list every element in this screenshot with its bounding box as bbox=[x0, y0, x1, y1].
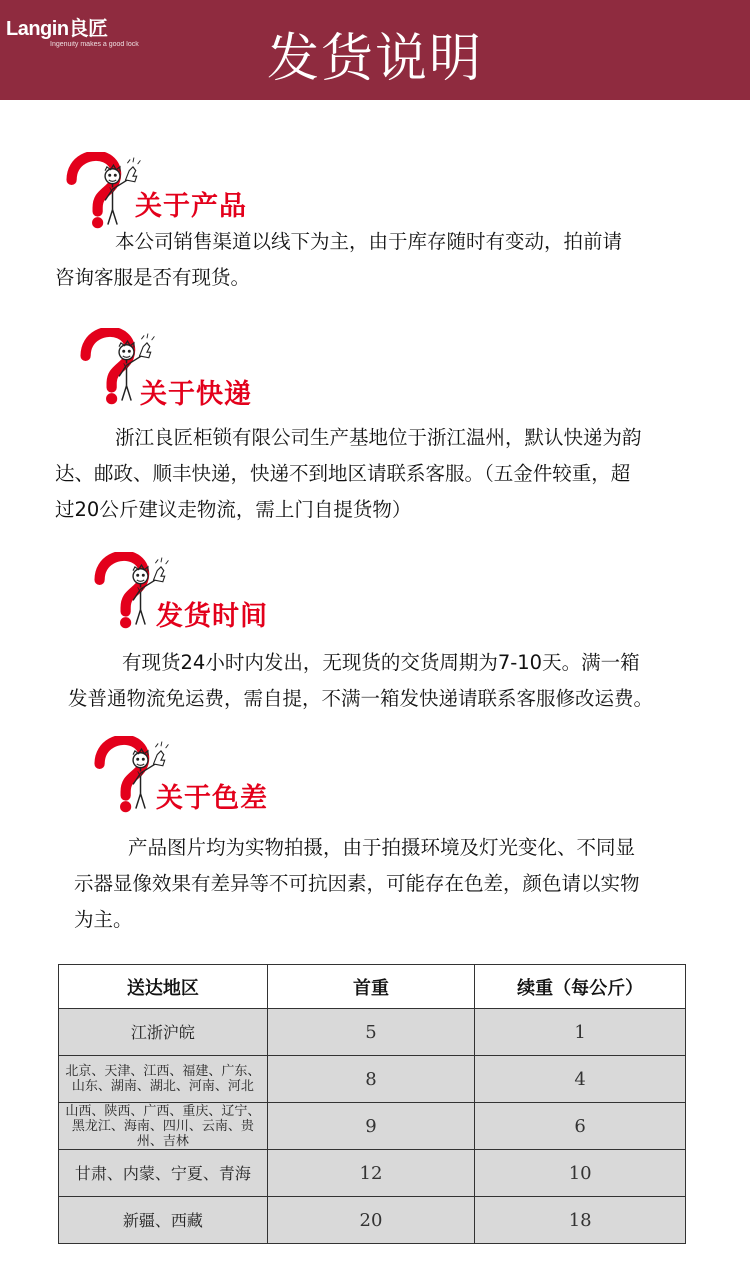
first-weight-cell: 9 bbox=[267, 1103, 475, 1150]
body-line: 本公司销售渠道以线下为主，由于库存随时有变动，拍前请 bbox=[115, 230, 623, 253]
header-extra-weight: 续重（每公斤） bbox=[475, 965, 686, 1009]
table-row bbox=[59, 1150, 686, 1197]
body-line: 达、邮政、顺丰快递，快递不到地区请联系客服。（五金件较重，超 bbox=[55, 462, 631, 485]
table-row bbox=[59, 1056, 686, 1103]
body-line: 示器显像效果有差异等不可抗因素，可能存在色差，颜色请以实物 bbox=[74, 872, 640, 895]
section-title: 发货时间 bbox=[156, 601, 268, 632]
header-banner bbox=[0, 0, 750, 100]
region-cell: 北京、天津、江西、福建、广东、山东、湖南、湖北、河南、河北 bbox=[59, 1056, 268, 1103]
table-row bbox=[59, 1197, 686, 1244]
body-line: 有现货24小时内发出，无现货的交货周期为7-10天。满一箱 bbox=[122, 651, 640, 674]
section-body bbox=[68, 645, 653, 717]
body-line: 咨询客服是否有现货。 bbox=[55, 266, 251, 289]
page-title: 发货说明 bbox=[266, 29, 483, 89]
body-line: 浙江良匠柜锁有限公司生产基地位于浙江温州，默认快递为韵 bbox=[115, 426, 642, 449]
extra-weight-cell: 10 bbox=[475, 1150, 686, 1197]
extra-weight-cell: 1 bbox=[475, 1009, 686, 1056]
table-row bbox=[59, 1009, 686, 1056]
region-cell: 江浙沪皖 bbox=[59, 1009, 268, 1056]
shipping-fee-table bbox=[58, 964, 686, 1244]
section-title: 关于快递 bbox=[140, 379, 252, 410]
extra-weight-cell: 6 bbox=[475, 1103, 686, 1150]
first-weight-cell: 5 bbox=[267, 1009, 475, 1056]
section-title: 关于色差 bbox=[156, 783, 268, 814]
extra-weight-cell: 4 bbox=[475, 1056, 686, 1103]
first-weight-cell: 12 bbox=[267, 1150, 475, 1197]
header-region: 送达地区 bbox=[59, 965, 268, 1009]
first-weight-cell: 8 bbox=[267, 1056, 475, 1103]
section-body bbox=[55, 224, 622, 296]
region-cell: 甘肃、内蒙、宁夏、青海 bbox=[59, 1150, 268, 1197]
body-line: 过20公斤建议走物流，需上门自提货物） bbox=[55, 498, 412, 521]
body-line: 发普通物流免运费，需自提，不满一箱发快递请联系客服修改运费。 bbox=[68, 687, 654, 710]
extra-weight-cell: 18 bbox=[475, 1197, 686, 1244]
body-line: 为主。 bbox=[74, 908, 133, 931]
body-line: 产品图片均为实物拍摄，由于拍摄环境及灯光变化、不同显 bbox=[128, 836, 636, 859]
logo-tagline: Ingenuity makes a good lock bbox=[50, 41, 139, 48]
section-body bbox=[74, 830, 640, 938]
region-cell: 山西、陕西、广西、重庆、辽宁、黑龙江、海南、四川、云南、贵州、吉林 bbox=[59, 1103, 268, 1150]
header-first-weight: 首重 bbox=[267, 965, 475, 1009]
table-header-row bbox=[59, 965, 686, 1009]
section-body bbox=[55, 420, 642, 528]
section-title: 关于产品 bbox=[135, 191, 247, 222]
first-weight-cell: 20 bbox=[267, 1197, 475, 1244]
table-row bbox=[59, 1103, 686, 1150]
region-cell: 新疆、西藏 bbox=[59, 1197, 268, 1244]
logo-text: Langin良匠 bbox=[6, 18, 108, 40]
